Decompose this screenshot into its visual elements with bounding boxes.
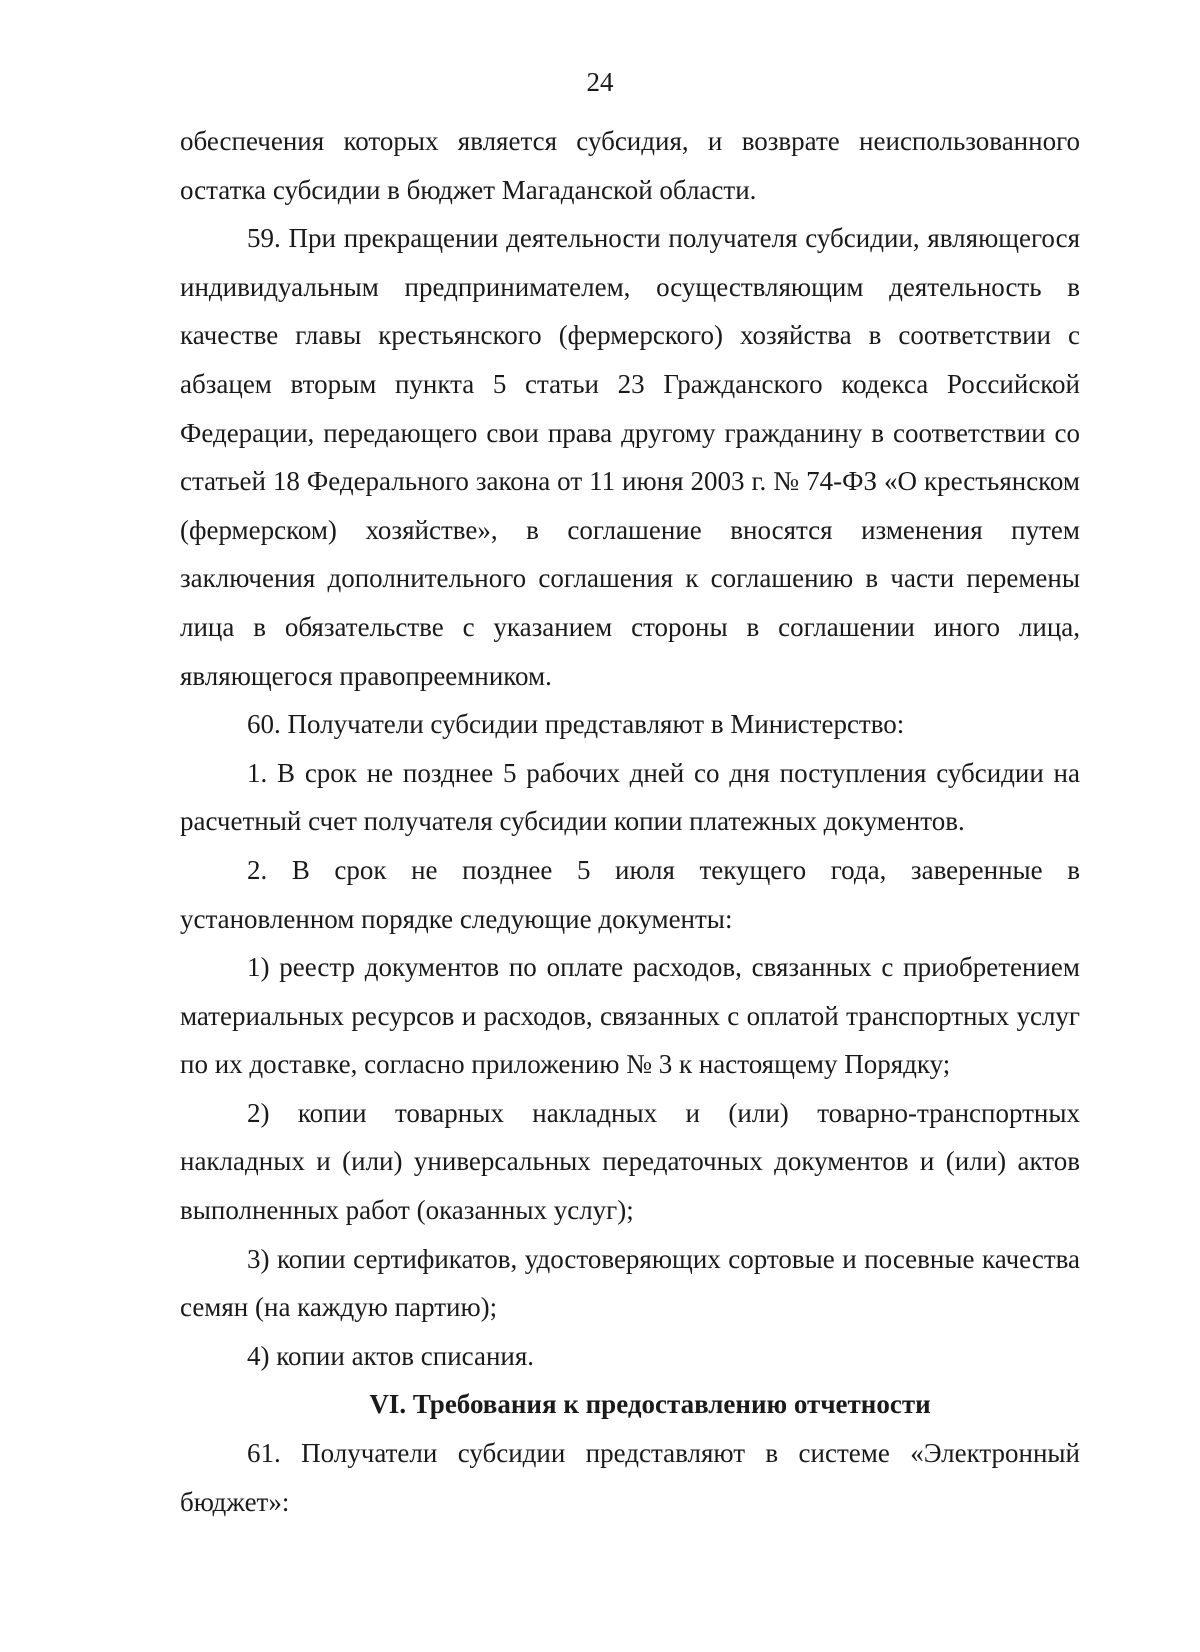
paragraph-59: 59. При прекращении деятельности получателя субсидии, являющегося индивидуальным предпринимателем, осуществляющим деятельность в качестве главы крестьянского (фермерского) хозяйства в соответствии с абзацем вторым пункта 5 статьи 23 Гражданского кодекса Российской Федерации, передающего свои права другому гражданину в соответствии со статьей 18 Федерального закона от 11 июня 2003 г. № 74-ФЗ «О крестьянском (фермерском) хозяйстве», в соглашение вносятся изменения путем заключения дополнительного соглашения к соглашению в части перемены лица в обязательстве с указанием стороны в соглашении иного лица, являющегося правопреемником. [180, 223, 1080, 691]
document-body [180, 117, 1080, 1526]
section-heading: VI. Требования к предоставлению отчетности [369, 1389, 931, 1420]
list-item-4: 4) копии актов списания. [247, 1340, 535, 1371]
paragraph-60: 60. Получатели субсидии представляют в Министерство: [247, 709, 905, 740]
paragraph-60-item-1: 1. В срок не позднее 5 рабочих дней со дня поступления субсидии на расчетный счет получателя субсидии копии платежных документов. [180, 757, 1080, 837]
list-item-3: 3) копии сертификатов, удостоверяющих сортовые и посевные качества семян (на каждую партию); [180, 1243, 1080, 1323]
paragraph-61: 61. Получатели субсидии представляют в системе «Электронный бюджет»: [180, 1438, 1080, 1517]
list-item-2: 2) копии товарных накладных и (или) товарно-транспортных накладных и (или) универсальных передаточных документов и (или) актов выполненных работ (оказанных услуг); [180, 1097, 1080, 1226]
paragraph-60-item-2: 2. В срок не позднее 5 июля текущего года, заверенные в установленном порядке следующие документы: [180, 854, 1080, 934]
page-number: 24 [586, 67, 614, 97]
paragraph-continuation: обеспечения которых является субсидия, и возврате неиспользованного остатка субсидии в бюджет Магаданской области. [180, 126, 1080, 205]
list-item-1: 1) реестр документов по оплате расходов, связанных с приобретением материальных ресурсов и расходов, связанных с оплатой транспортных услуг по их доставке, согласно приложению № 3 к настоящему Порядку; [180, 952, 1080, 1080]
